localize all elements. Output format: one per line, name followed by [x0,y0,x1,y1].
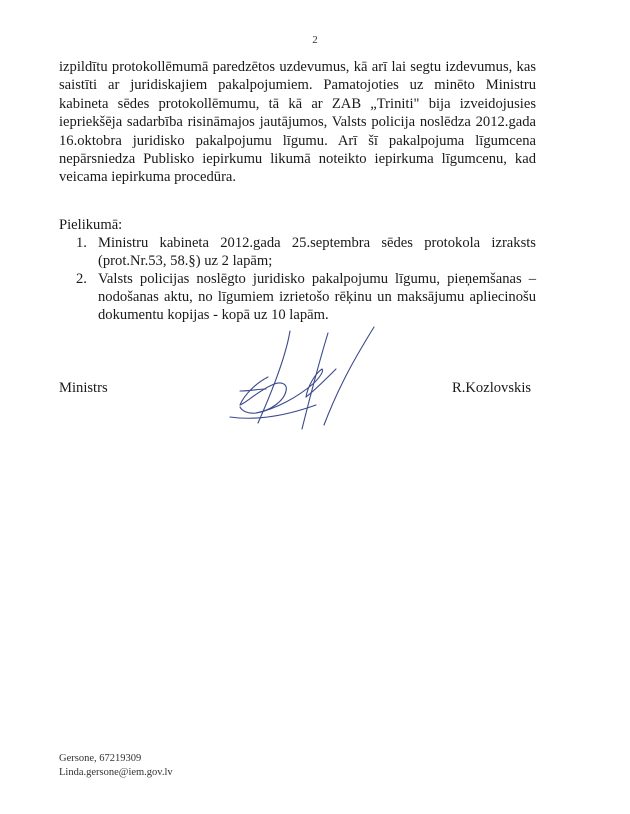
body-line: 16.oktobra juridisko pakalpojumu līgumu. Arī šī pakalpojuma līgumcena [59,132,536,149]
attachments-title: Pielikumā: [59,217,123,233]
attachment-line: Valsts policijas noslēgto juridisko pakalpojumu līgumu, pieņemšanas – [98,271,536,287]
attachment-item [59,270,536,324]
attachments-list [59,234,536,324]
signature-strokes [230,327,374,429]
contact-line: Gersone, 67219309 [59,753,142,764]
signer-name: R.Kozlovskis [452,380,532,396]
body-line: kabineta sēdes protokollēmumu, tā kā ar ZAB „Triniti" bija izveidojusies [59,95,536,112]
attachment-line: dokumentu kopijas - kopā uz 10 lapām. [98,307,329,323]
attachment-line: nodošanas aktu, no līgumiem izrietošo rēķinu un maksājumu apliecinošu [98,289,536,305]
body-line: saistīti ar juridiskajiem pakalpojumiem. Pamatojoties uz minēto Ministru [59,77,536,94]
handwritten-signature [228,325,388,437]
body-line: iepriekšēja sadarbība risināmajos jautājumos, Valsts policija noslēdza 2012.gada [59,114,536,131]
attachment-number: 2. [76,271,87,287]
body-paragraph [59,58,536,187]
body-line: nepārsniedza Publisko iepirkumu likumā noteikto iepirkuma līgumcenu, kad [59,151,536,168]
page-number: 2 [312,34,318,46]
attachment-line: Ministru kabineta 2012.gada 25.septembra sēdes protokola izraksts [98,235,536,251]
contact-email: Linda.gersone@iem.gov.lv [59,767,173,778]
signer-title: Ministrs [59,380,108,396]
attachment-line: (prot.Nr.53, 58.§) uz 2 lapām; [98,253,273,269]
attachment-item [59,234,536,270]
body-line: veicama iepirkuma procedūra. [59,169,237,186]
footer [59,752,173,780]
attachment-number: 1. [76,235,87,251]
body-line: izpildītu protokollēmumā paredzētos uzdevumus, kā arī lai segtu izdevumus, kas [59,59,536,75]
